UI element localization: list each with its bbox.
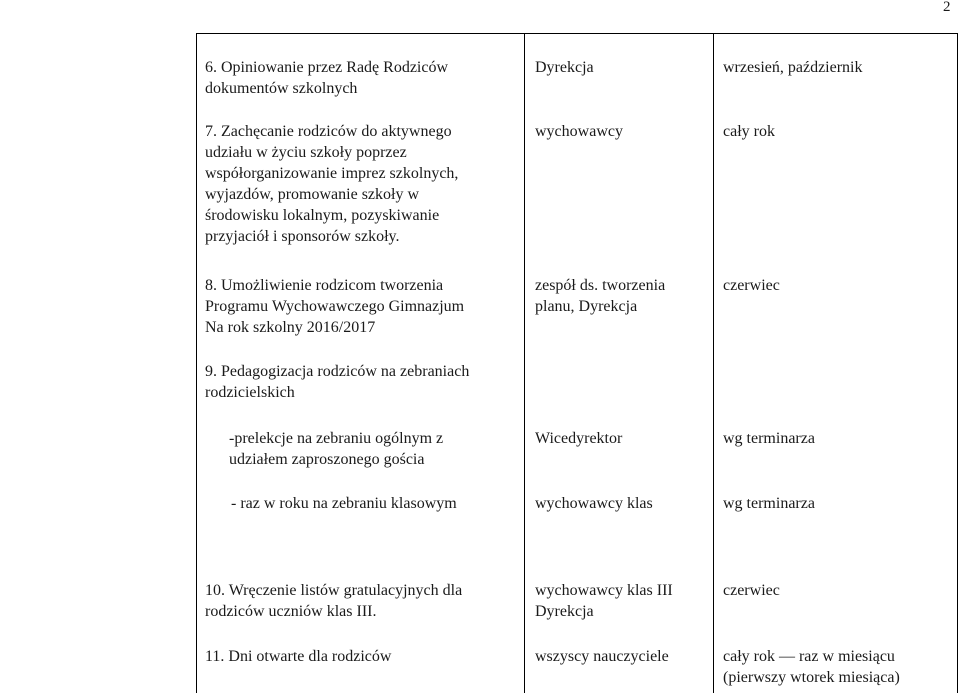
responsible-line: wychowawcy klas III bbox=[535, 582, 673, 599]
table-border-right bbox=[957, 33, 958, 693]
term-line: cały rok bbox=[723, 123, 775, 140]
responsible-cell bbox=[535, 57, 594, 78]
task-line: udziałem zaproszonego gościa bbox=[229, 451, 425, 468]
responsible-line: Dyrekcja bbox=[535, 603, 594, 620]
term-line: (pierwszy wtorek miesiąca) bbox=[723, 669, 900, 686]
term-cell bbox=[723, 121, 775, 142]
page-number: 2 bbox=[943, 0, 951, 15]
task-cell bbox=[205, 361, 469, 403]
task-line: przyjaciół i sponsorów szkoły. bbox=[205, 228, 400, 245]
responsible-line: planu, Dyrekcja bbox=[535, 298, 638, 315]
task-cell bbox=[205, 580, 462, 622]
task-cell bbox=[205, 275, 464, 338]
responsible-line: zespół ds. tworzenia bbox=[535, 277, 666, 294]
task-cell bbox=[205, 646, 391, 667]
task-line: wyjazdów, promowanie szkoły w bbox=[205, 186, 420, 203]
term-cell bbox=[723, 493, 815, 514]
task-line: 10. Wręczenie listów gratulacyjnych dla bbox=[205, 582, 463, 599]
task-line: współorganizowanie imprez szkolnych, bbox=[205, 165, 459, 182]
task-cell bbox=[229, 428, 443, 470]
task-line: 7. Zachęcanie rodziców do aktywnego bbox=[205, 123, 452, 140]
responsible-line: Wicedyrektor bbox=[535, 430, 623, 447]
responsible-cell bbox=[535, 646, 669, 667]
task-line: -prelekcje na zebraniu ogólnym z bbox=[229, 430, 444, 447]
term-line: cały rok — raz w miesiącu bbox=[723, 648, 895, 665]
term-line: wrzesień, październik bbox=[723, 59, 863, 76]
term-line: wg terminarza bbox=[723, 430, 815, 447]
task-cell bbox=[205, 121, 458, 247]
responsible-cell bbox=[535, 121, 623, 142]
table-border-left bbox=[196, 33, 197, 693]
term-cell bbox=[723, 646, 900, 688]
task-line: 8. Umożliwienie rodzicom tworzenia bbox=[205, 277, 444, 294]
term-cell bbox=[723, 428, 815, 449]
task-line: 9. Pedagogizacja rodziców na zebraniach bbox=[205, 363, 470, 380]
responsible-cell bbox=[535, 493, 653, 514]
responsible-cell bbox=[535, 580, 673, 622]
task-line: Programu Wychowawczego Gimnazjum bbox=[205, 298, 465, 315]
task-line: 11. Dni otwarte dla rodziców bbox=[205, 648, 392, 665]
task-line: udziału w życiu szkoły poprzez bbox=[205, 144, 407, 161]
responsible-cell bbox=[535, 428, 622, 449]
task-line: środowisku lokalnym, pozyskiwanie bbox=[205, 207, 440, 224]
responsible-line: wychowawcy klas bbox=[535, 495, 653, 512]
responsible-line: Dyrekcja bbox=[535, 59, 594, 76]
responsible-cell bbox=[535, 275, 665, 317]
term-cell bbox=[723, 275, 780, 296]
responsible-line: wychowawcy bbox=[535, 123, 623, 140]
table-top-border bbox=[196, 33, 957, 34]
term-cell bbox=[723, 57, 862, 78]
table-divider-1 bbox=[524, 33, 525, 693]
task-line: rodzicielskich bbox=[205, 384, 295, 401]
table-divider-2 bbox=[713, 33, 714, 693]
term-cell bbox=[723, 580, 780, 601]
term-line: czerwiec bbox=[723, 277, 780, 294]
task-line: rodziców uczniów klas III. bbox=[205, 603, 377, 620]
term-line: czerwiec bbox=[723, 582, 780, 599]
task-line: Na rok szkolny 2016/2017 bbox=[205, 319, 376, 336]
task-cell bbox=[205, 57, 448, 99]
term-line: wg terminarza bbox=[723, 495, 815, 512]
task-cell bbox=[231, 493, 457, 514]
task-line: 6. Opiniowanie przez Radę Rodziców bbox=[205, 59, 449, 76]
task-line: dokumentów szkolnych bbox=[205, 80, 358, 97]
responsible-line: wszyscy nauczyciele bbox=[535, 648, 669, 665]
task-line: - raz w roku na zebraniu klasowym bbox=[231, 495, 457, 512]
